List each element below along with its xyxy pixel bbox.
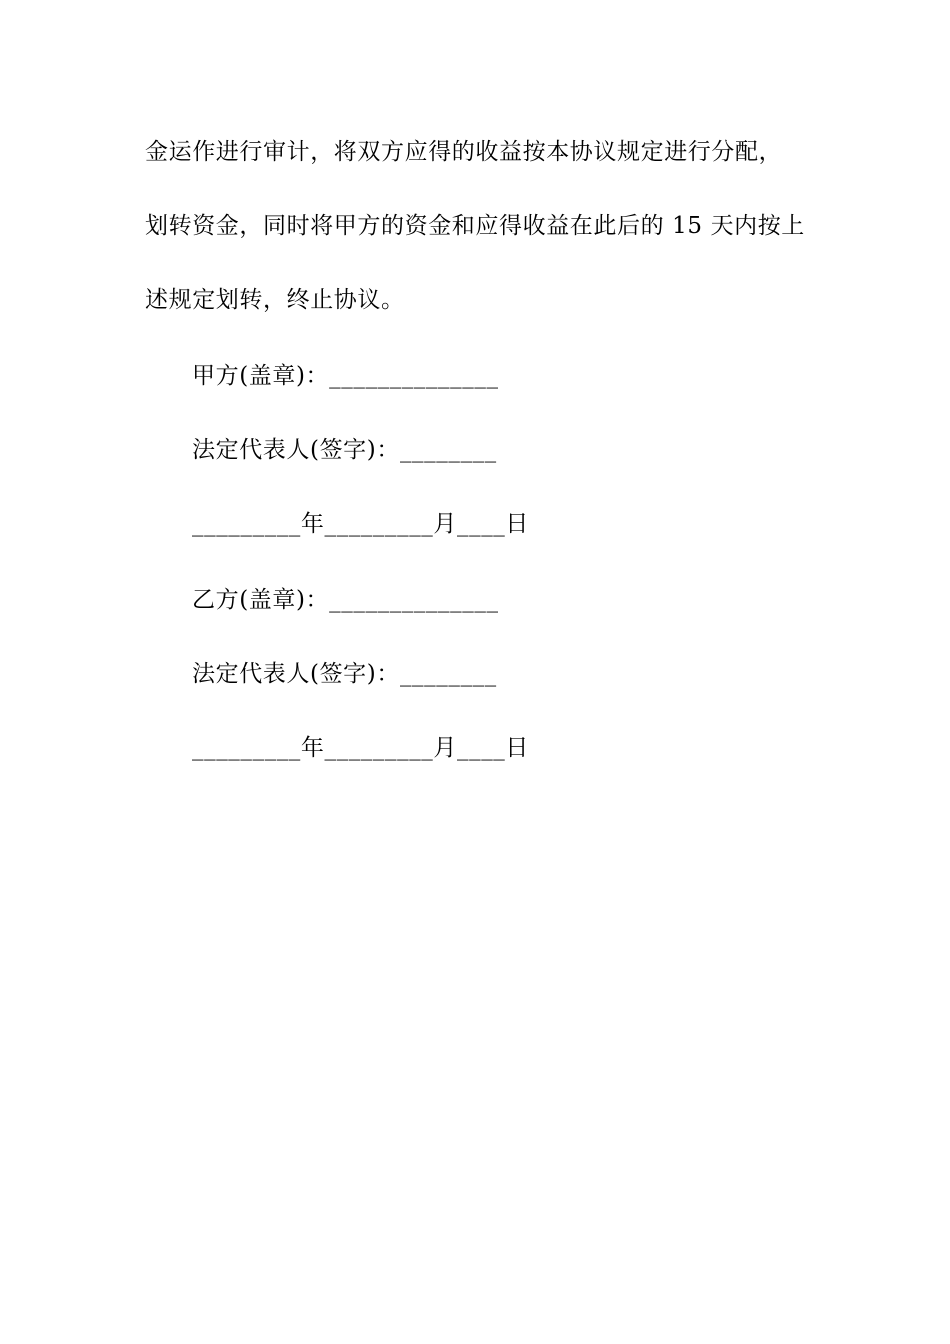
party-b-seal-line: 乙方(盖章)：______________ [192, 587, 499, 613]
party-a-date-line: _________年_________月____日 [192, 511, 529, 537]
party-b-date-line: _________年_________月____日 [192, 735, 529, 761]
paragraph-line-1: 金运作进行审计，将双方应得的收益按本协议规定进行分配， [145, 139, 783, 165]
paragraph-line-3: 述规定划转，终止协议。 [145, 287, 405, 313]
paragraph-line-2: 划转资金，同时将甲方的资金和应得收益在此后的 15 天内按上 [145, 213, 805, 239]
party-b-representative-line: 法定代表人(签字)：________ [192, 661, 497, 687]
party-a-seal-line: 甲方(盖章)：______________ [192, 363, 499, 389]
party-a-representative-line: 法定代表人(签字)：________ [192, 437, 497, 463]
